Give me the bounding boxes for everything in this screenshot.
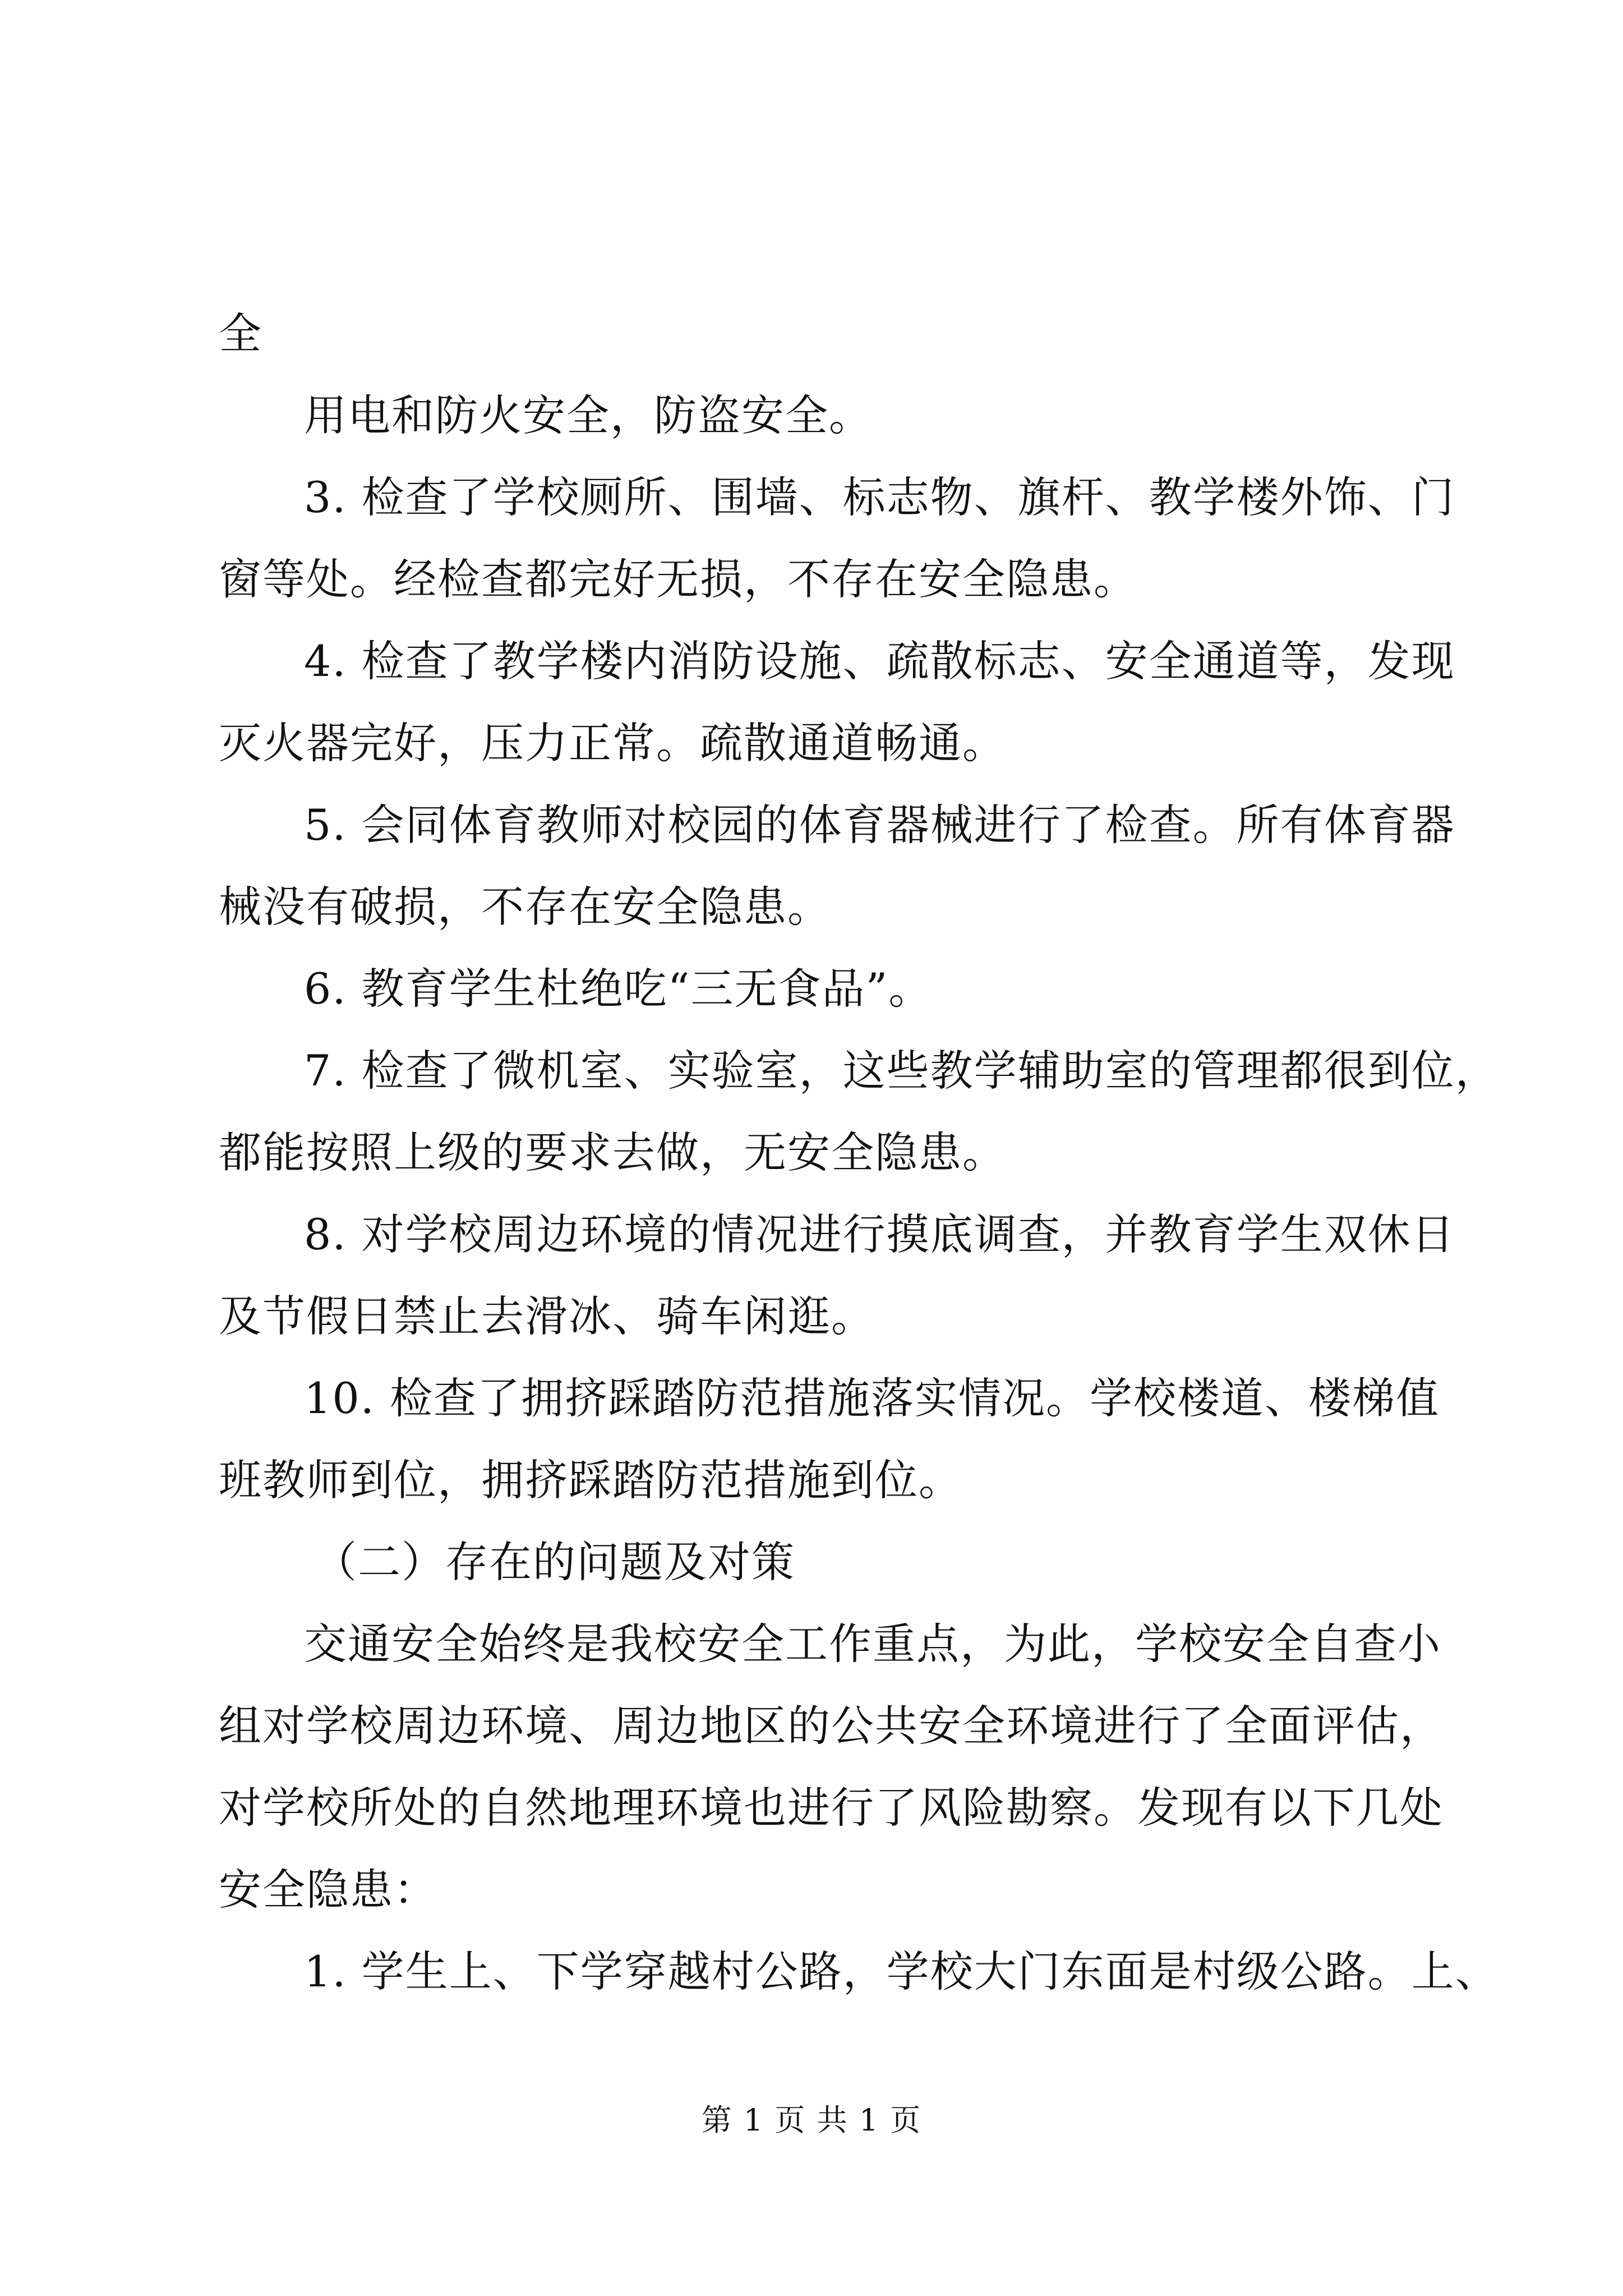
text-line: 械没有破损，不存在安全隐患。 xyxy=(219,882,831,932)
text-line: 灭火器完好，压力正常。疏散通道畅通。 xyxy=(219,718,1006,768)
text-line: 6. 教育学生杜绝吃“三无食品”。 xyxy=(304,964,933,1014)
text-line: 组对学校周边环境、周边地区的公共安全环境进行了全面评估， xyxy=(219,1701,1444,1751)
text-line: 10. 检查了拥挤踩踏防范措施落实情况。学校楼道、楼梯值 xyxy=(304,1373,1440,1423)
text-line: 1. 学生上、下学穿越村公路，学校大门东面是村级公路。上、 xyxy=(304,1947,1499,1996)
text-line: 对学校所处的自然地理环境也进行了风险勘察。发现有以下几处 xyxy=(219,1783,1444,1833)
text-line: 窗等处。经检查都完好无损，不存在安全隐患。 xyxy=(219,554,1137,604)
text-line: 用电和防火安全，防盗安全。 xyxy=(304,390,873,440)
text-line: 及节假日禁止去滑冰、骑车闲逛。 xyxy=(219,1291,875,1341)
text-line: 7. 检查了微机室、实验室，这些教学辅助室的管理都很到位， xyxy=(304,1046,1499,1096)
text-line: 班教师到位，拥挤踩踏防范措施到位。 xyxy=(219,1455,962,1505)
text-line: 8. 对学校周边环境的情况进行摸底调查，并教育学生双休日 xyxy=(304,1209,1455,1259)
text-line: 都能按照上级的要求去做，无安全隐患。 xyxy=(219,1128,1006,1177)
text-line: 安全隐患： xyxy=(219,1865,437,1915)
text-line: 交通安全始终是我校安全工作重点，为此，学校安全自查小 xyxy=(304,1619,1441,1669)
text-line: 4. 检查了教学楼内消防设施、疏散标志、安全通道等，发现 xyxy=(304,636,1455,686)
text-line: 5. 会同体育教师对校园的体育器械进行了检查。所有体育器 xyxy=(304,800,1455,850)
text-line: 全 xyxy=(219,309,262,358)
page-number-footer: 第 1 页 共 1 页 xyxy=(701,2102,922,2138)
text-line: 3. 检查了学校厕所、围墙、标志物、旗杆、教学楼外饰、门 xyxy=(304,472,1455,522)
section-heading: （二）存在的问题及对策 xyxy=(314,1537,795,1587)
